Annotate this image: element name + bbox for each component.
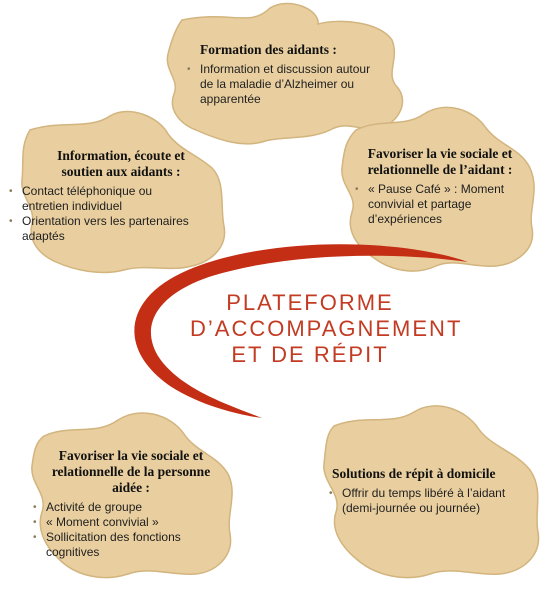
block-repit <box>328 466 548 516</box>
block-formation-title: Formation des aidants : <box>200 42 337 57</box>
block-information-list <box>8 184 234 244</box>
list-item: • Contact téléphonique ou entretien individuel <box>9 184 153 213</box>
list-item: • « Pause Café » : Moment convivial et partage d’expériences <box>355 182 505 226</box>
center-title-line-2: D’ACCOMPAGNEMENT <box>190 316 463 341</box>
list-item: • Information et discussion autour de la maladie d’Alzheimer ou apparentée <box>187 62 371 106</box>
list-item: • Offrir du temps libéré à l’aidant (demi-journée ou journée) <box>329 486 506 515</box>
block-repit-title: Solutions de répit à domicile <box>332 466 496 481</box>
bullet-icon: • <box>9 186 13 197</box>
list-item: • Activité de groupe <box>33 500 143 514</box>
block-information <box>8 148 234 244</box>
block-formation <box>186 42 406 107</box>
block-vie-sociale-aidant <box>340 146 540 227</box>
block-vie-sociale-aidant-title: Favoriser la vie sociale et relationnelle de l’aidant : <box>367 146 513 177</box>
block-vie-sociale-personne <box>26 448 236 560</box>
center-title-line-1: PLATEFORME <box>226 290 394 315</box>
center-title-line-3: ET DE RÉPIT <box>231 342 389 367</box>
list-item: • « Moment convivial » <box>33 515 159 529</box>
bullet-icon: • <box>329 488 333 499</box>
bullet-icon: • <box>355 184 359 195</box>
list-item: • Sollicitation des fonctions cognitives <box>33 530 181 559</box>
block-vie-sociale-personne-list <box>32 500 236 560</box>
block-vie-sociale-aidant-list <box>354 182 540 227</box>
block-formation-list <box>186 62 406 107</box>
block-vie-sociale-personne-title: Favoriser la vie sociale et relationnelle de la personne aidée : <box>51 448 211 495</box>
center-title <box>190 290 463 368</box>
bullet-icon: • <box>33 502 37 513</box>
bullet-icon: • <box>33 532 37 543</box>
bullet-icon: • <box>33 517 37 528</box>
list-item: • Orientation vers les partenaires adaptés <box>9 214 189 243</box>
block-repit-list <box>328 486 548 516</box>
bullet-icon: • <box>9 216 13 227</box>
block-information-title: Information, écoute et soutien aux aidants : <box>57 148 185 179</box>
bullet-icon: • <box>187 64 191 75</box>
